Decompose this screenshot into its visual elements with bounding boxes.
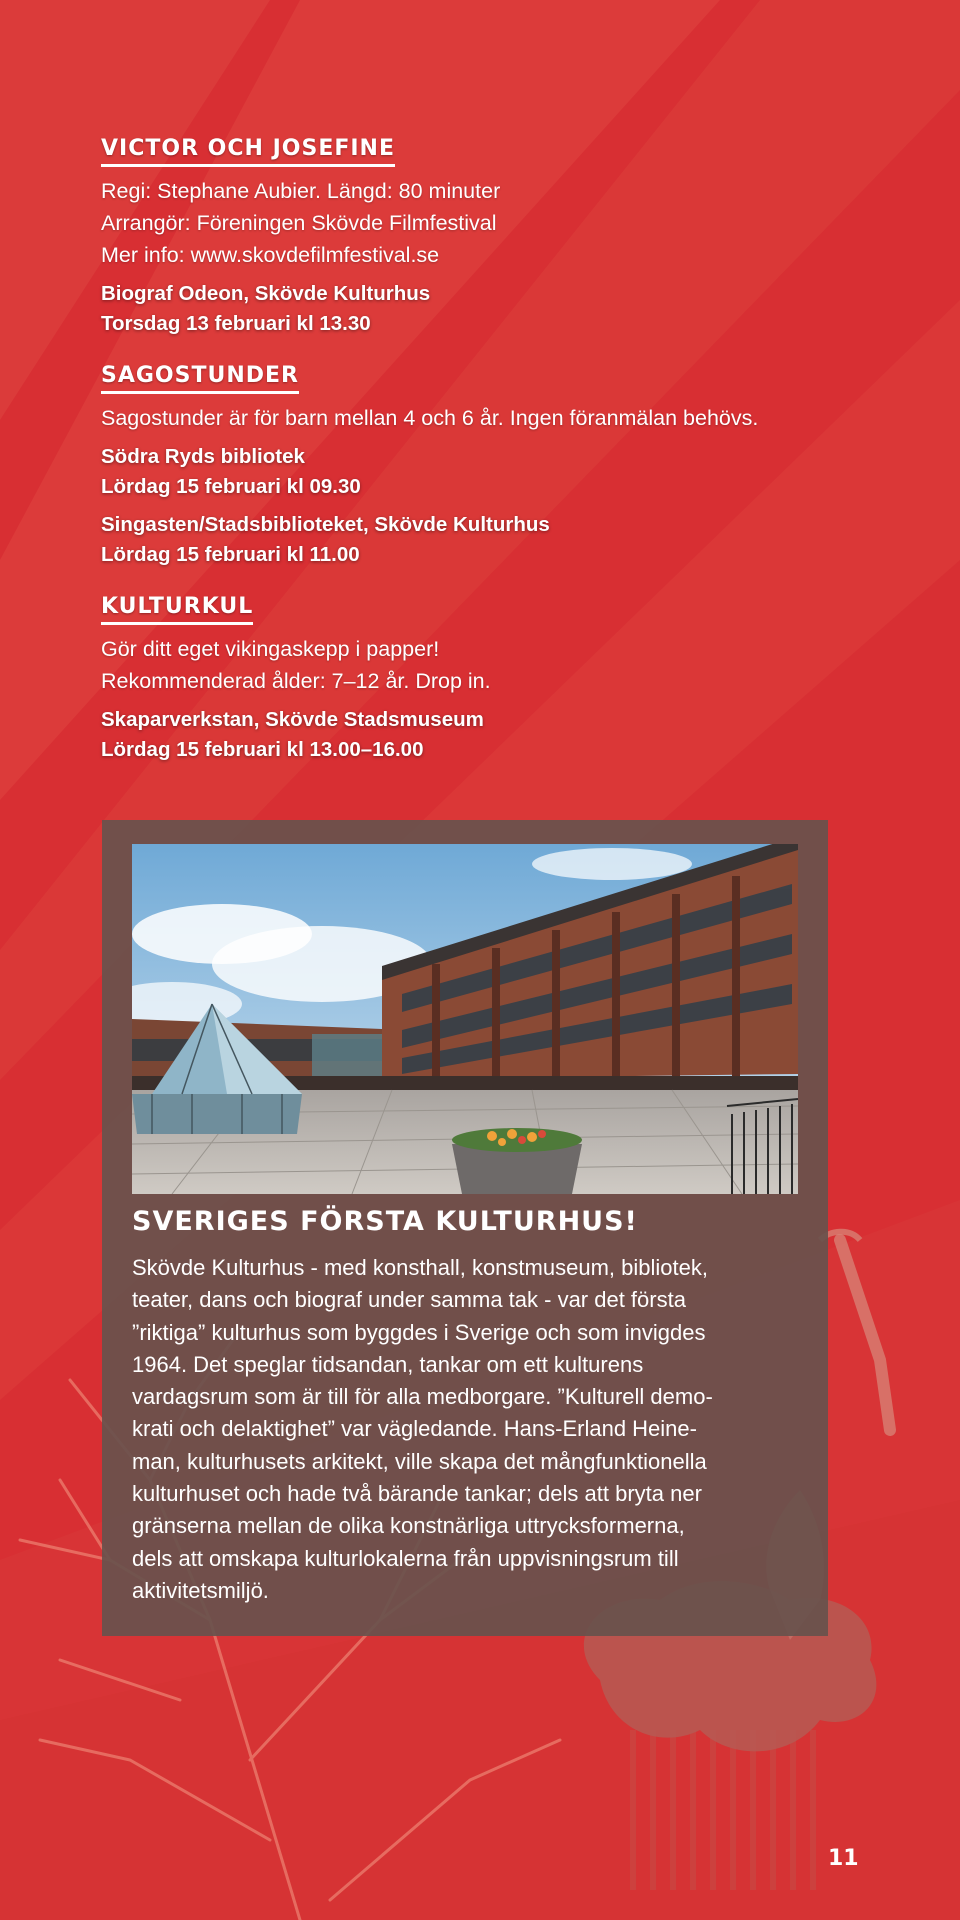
info-line: Rekommenderad ålder: 7–12 år. Drop in. [101, 669, 491, 693]
body-line: 1964. Det speglar tidsandan, tankar om ett kulturens [132, 1351, 644, 1377]
body-line: Skövde Kulturhus - med konsthall, konstmuseum, bibliotek, [132, 1255, 708, 1280]
box-title: SVERIGES FÖRSTA KULTURHUS! [132, 1206, 638, 1237]
body-line: ”riktiga” kulturhus som byggdes i Sverige och som invigdes [132, 1319, 706, 1345]
venue-time: Lördag 15 februari kl 13.00–16.00 [101, 738, 424, 761]
kulturhus-info-box [102, 820, 828, 1636]
section-heading: VICTOR OCH JOSEFINE [101, 136, 395, 167]
venue-place: Biograf Odeon, Skövde Kulturhus [101, 282, 431, 305]
venue-time: Lördag 15 februari kl 09.30 [101, 475, 361, 498]
section-kulturkul [101, 594, 861, 765]
body-line: man, kulturhusets arkitekt, ville skapa det mångfunktionella [132, 1448, 707, 1474]
info-line: Regi: Stephane Aubier. Längd: 80 minuter [101, 179, 501, 203]
page-number: 11 [828, 1846, 859, 1871]
box-body-text [132, 1252, 802, 1607]
venue-place: Skaparverkstan, Skövde Stadsmuseum [101, 708, 484, 731]
section-sagostunder [101, 363, 861, 570]
venue-place: Singasten/Stadsbiblioteket, Skövde Kulturhus [101, 513, 550, 536]
body-line: aktivitetsmiljö. [132, 1577, 269, 1603]
info-line: Gör ditt eget vikingaskepp i papper! [101, 637, 440, 661]
kulturhus-photo [132, 844, 798, 1194]
venue-block [101, 442, 861, 502]
info-line: Arrangör: Föreningen Skövde Filmfestival [101, 211, 497, 235]
body-line: teater, dans och biograf under samma tak - var det första [132, 1287, 686, 1313]
body-line: krati och delaktighet” var vägledande. Hans-Erland Heine- [132, 1416, 697, 1442]
venue-time: Torsdag 13 februari kl 13.30 [101, 312, 371, 335]
body-line: dels att omskapa kulturlokalerna från uppvisningsrum till [132, 1545, 679, 1571]
venue-block [101, 705, 861, 765]
body-line: gränserna mellan de olika konstnärliga uttrycksformerna, [132, 1513, 685, 1539]
info-line: Sagostunder är för barn mellan 4 och 6 år. Ingen föranmälan behövs. [101, 406, 759, 430]
venue-block [101, 279, 861, 339]
venue-place: Södra Ryds bibliotek [101, 445, 305, 468]
info-line: Mer info: www.skovdefilmfestival.se [101, 243, 440, 267]
body-line: vardagsrum som är till för alla medborgare. ”Kulturell demo- [132, 1384, 713, 1410]
venue-block [101, 510, 861, 570]
program-listing [101, 136, 861, 789]
body-line: kulturhuset och hade två bärande tankar; dels att bryta ner [132, 1481, 702, 1507]
section-victor-och-josefine [101, 136, 861, 339]
venue-time: Lördag 15 februari kl 11.00 [101, 543, 360, 566]
section-heading: SAGOSTUNDER [101, 363, 299, 394]
section-heading: KULTURKUL [101, 594, 253, 625]
